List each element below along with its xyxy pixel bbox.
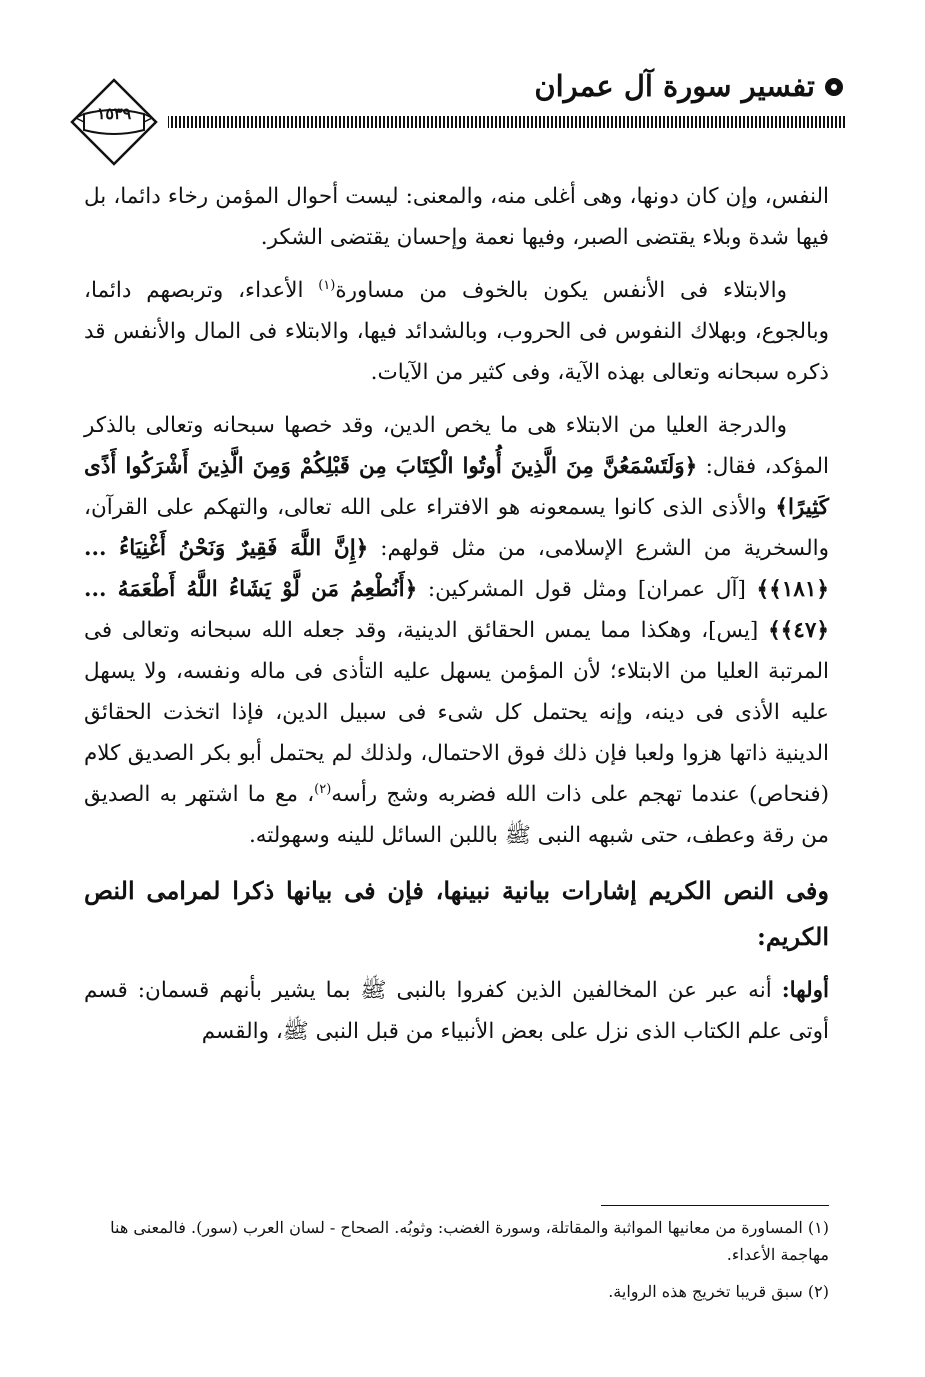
paragraph-2 bbox=[84, 270, 829, 393]
text-segment: [يس]، وهكذا مما يمس الحقائق الدينية، وقد جعله الله سبحانه وتعالى فى المرتبة العليا من الابتلاء؛ لأن المؤمن يسهل عليه التأذى فى ماله ونفسه، ولا يسهل عليه الأذى فى دينه، وإنه يحتمل كل شىء فى سبيل الدين، فإذا اتخذت الحقائق الدينية ذاتها هزوا ولعبا فإن ذلك فوق الاحتمال، ولذلك لم يحتمل أبو بكر الصديق كلام (فنحاص) عندما تهجم على ذات الله فضربه وشج رأسه bbox=[84, 618, 829, 807]
footnote-1: (١) المساورة من معانيها المواثبة والمقاتلة، وسورة الغضب: وثوبُه. الصحاح - لسان العرب (سور). فالمعنى هنا مهاجمة الأعداء. bbox=[110, 1218, 829, 1264]
footnote-ref-2: (٢) bbox=[314, 781, 332, 797]
text-segment: ، مع ما اشتهر به الصديق من رقة وعطف، حتى شبهه النبى ﷺ باللبن السائل للينه وسهولته. bbox=[84, 782, 829, 848]
ornament-icon bbox=[823, 76, 845, 98]
page-body bbox=[84, 176, 829, 1064]
quran-quote-2: ﴿إِنَّ اللَّهَ فَقِيرٌ وَنَحْنُ أَغْنِيَاءُ ... ﴿١٨١﴾﴾ bbox=[84, 536, 830, 602]
footnote-divider bbox=[601, 1205, 829, 1206]
text-segment: أنه عبر عن المخالفين الذين كفروا بالنبى ﷺ بما يشير بأنهم قسمان: قسم أوتى علم الكتاب الذى نزل على بعض الأنبياء من قبل النبى ﷺ، والقسم bbox=[84, 978, 829, 1044]
header-rule bbox=[168, 116, 845, 128]
page-header bbox=[70, 64, 845, 164]
quran-quote-3: ﴿أَنُطْعِمُ مَن لَّوْ يَشَاءُ اللَّهُ أَطْعَمَهُ ... ﴿٤٧﴾﴾ bbox=[84, 577, 829, 643]
text-segment: والدرجة العليا من الابتلاء هى ما يخص الدين، وقد خصها سبحانه وتعالى بالذكر المؤكد، فقال: bbox=[84, 413, 829, 479]
text-segment: الأعداء، وتربصهم دائما، وبالجوع، وبهلاك النفوس فى الحروب، وبالشدائد فيها، والابتلاء فى المال والأنفس قد ذكره سبحانه وتعالى بهذه الآية، وفى كثير من الآيات. bbox=[84, 278, 829, 385]
paragraph-1: النفس، وإن كان دونها، وهى أغلى منه، والمعنى: ليست أحوال المؤمن رخاء دائما، بل فيها شدة وبلاء يقتضى الصبر، وفيها نعمة وإحسان يقتضى الشكر. bbox=[84, 184, 829, 250]
book-title: تفسير سورة آل عمران bbox=[534, 69, 815, 103]
text-segment: والأذى الذى كانوا يسمعونه هو الافتراء على الله تعالى، والتهكم على القرآن، والسخرية من الشرع الإسلامى، من مثل قولهم: bbox=[84, 495, 829, 561]
footnote-2: (٢) سبق قريبا تخريج هذه الرواية. bbox=[608, 1282, 829, 1301]
section-heading: وفى النص الكريم إشارات بيانية نبينها، فإن فى بيانها ذكرا لمرامى النص الكريم: bbox=[84, 876, 829, 951]
text-segment: [آل عمران] ومثل قول المشركين: bbox=[417, 577, 757, 602]
page-number: ١٥٣٩ bbox=[96, 104, 132, 123]
point-label: أولها: bbox=[781, 978, 829, 1003]
quran-quote-1: ﴿وَلَتَسْمَعُنَّ مِنَ الَّذِينَ أُوتُوا الْكِتَابَ مِن قَبْلِكُمْ وَمِنَ الَّذِينَ أَشْرَكُوا أَذًى كَثِيرًا﴾ bbox=[84, 454, 829, 520]
footnote-ref-1: (١) bbox=[318, 277, 336, 293]
paragraph-3 bbox=[84, 405, 829, 856]
footnotes bbox=[84, 1214, 829, 1315]
paragraph-4 bbox=[84, 970, 829, 1052]
text-segment: والابتلاء فى الأنفس يكون بالخوف من مساورة bbox=[335, 278, 787, 303]
